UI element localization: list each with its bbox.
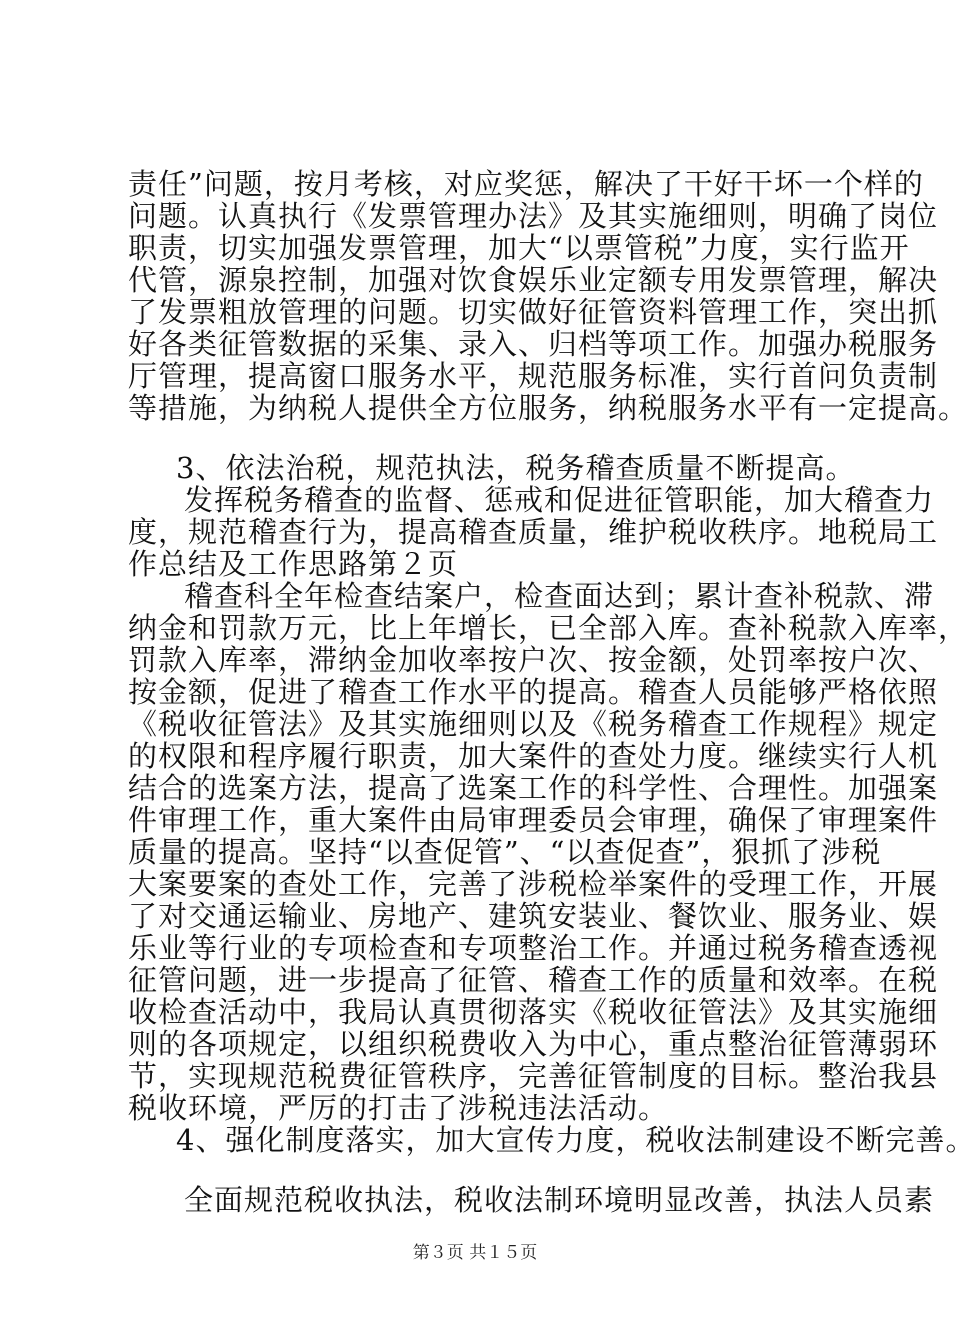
text-line: 质量的提高。坚持“以查促管”、“以查促查”，狠抓了涉税: [128, 835, 882, 869]
paragraph-spacer: [128, 1156, 848, 1184]
text-line: 厅管理，提高窗口服务水平，规范服务标准，实行首问负责制: [128, 359, 939, 393]
text-line: 结合的选案方法，提高了选案工作的科学性、合理性。加强案: [128, 771, 939, 805]
text-line: 的权限和程序履行职责，加大案件的查处力度。继续实行人机: [128, 739, 939, 773]
text-line: 大案要案的查处工作，完善了涉税检举案件的受理工作，开展: [128, 867, 939, 901]
paragraph-spacer: [128, 424, 848, 452]
text-line: 问题。认真执行《发票管理办法》及其实施细则，明确了岗位: [128, 199, 939, 233]
text-line: 了对交通运输业、房地产、建筑安装业、餐饮业、服务业、娱: [128, 899, 939, 933]
document-body: [128, 167, 975, 1217]
text-line: 纳金和罚款万元，比上年增长，已全部入库。查补税款入库率，: [128, 611, 969, 645]
text-line: 罚款入库率，滞纳金加收率按户次、按金额，处罚率按户次、: [128, 643, 939, 677]
text-line: 好各类征管数据的采集、录入、归档等项工作。加强办税服务: [128, 327, 939, 361]
text-line: 件审理工作，重大案件由局审理委员会审理，确保了审理案件: [128, 803, 939, 837]
text-line: 全面规范税收执法，税收法制环境明显改善，执法人员素: [184, 1183, 935, 1217]
section-heading: 4、强化制度落实，加大宣传力度，税收法制建设不断完善。: [176, 1123, 975, 1157]
page-footer: 第３页 共１５页: [412, 1243, 538, 1263]
text-line: 职责，切实加强发票管理，加大“以票管税”力度，实行监开: [128, 231, 910, 265]
text-line: 发挥税务稽查的监督、惩戒和促进征管职能，加大稽查力: [184, 483, 935, 517]
text-line: 则的各项规定，以组织税费收入为中心，重点整治征管薄弱环: [128, 1027, 939, 1061]
text-line: 稽查科全年检查结案户，检查面达到；累计查补税款、滞: [184, 579, 935, 613]
text-line: 《税收征管法》及其实施细则以及《税务稽查工作规程》规定: [128, 707, 939, 741]
text-line: 度，规范稽查行为，提高稽查质量，维护税收秩序。地税局工: [128, 515, 939, 549]
text-line: 税收环境，严厉的打击了涉税违法活动。: [128, 1091, 669, 1125]
section-heading: 3、依法治税，规范执法，税务稽查质量不断提高。: [176, 451, 856, 485]
text-line: 代管，源泉控制，加强对饮食娱乐业定额专用发票管理，解决: [128, 263, 939, 297]
text-line: 等措施，为纳税人提供全方位服务，纳税服务水平有一定提高。: [128, 391, 969, 425]
text-line: 了发票粗放管理的问题。切实做好征管资料管理工作，突出抓: [128, 295, 939, 329]
text-line: 收检查活动中，我局认真贯彻落实《税收征管法》及其实施细: [128, 995, 939, 1029]
text-line: 节，实现规范税费征管秩序，完善征管制度的目标。整治我县: [128, 1059, 939, 1093]
text-line: 按金额，促进了稽查工作水平的提高。稽查人员能够严格依照: [128, 675, 939, 709]
text-line: 责任”问题，按月考核，对应奖惩，解决了干好干坏一个样的: [128, 167, 924, 201]
text-line: 征管问题，进一步提高了征管、稽查工作的质量和效率。在税: [128, 963, 939, 997]
text-line: 作总结及工作思路第２页: [128, 547, 459, 581]
text-line: 乐业等行业的专项检查和专项整治工作。并通过税务稽查透视: [128, 931, 939, 965]
